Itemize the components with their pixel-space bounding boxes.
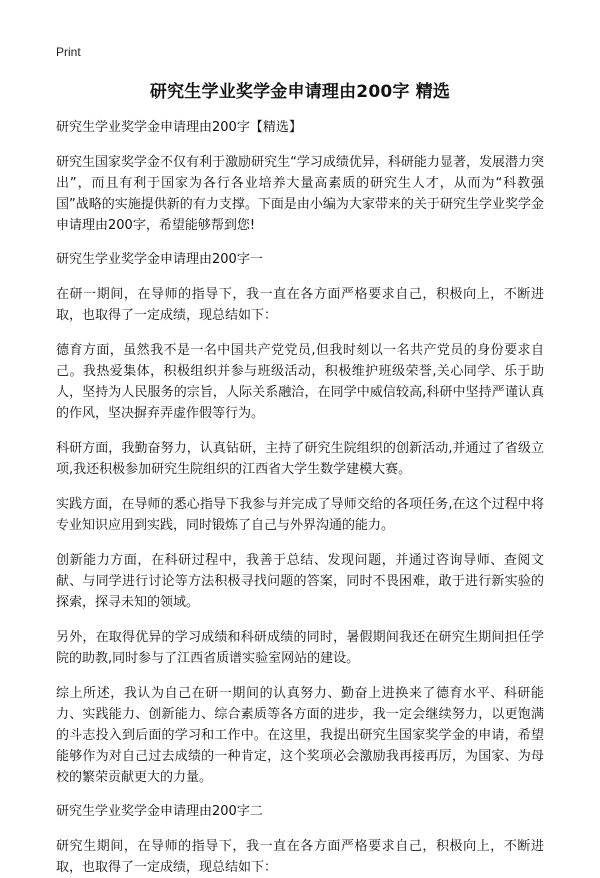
document-title: 研究生学业奖学金申请理由200字 精选 [149,82,451,102]
section-heading-2: 研究生学业奖学金申请理由200字二 [56,804,263,819]
paragraph: 德育方面，虽然我不是一名中国共产党党员,但我时刻以一名共产党员的身份要求自己。我热爱集体，积极组织并参与班级活动，积极维护班级荣誉,关心同学、乐于助人，坚持为人民服务的宗旨，人际关系融洽，在同学中威信较高,科研中坚持严谨认真的作风，坚决摒弃弄虚作假等行为。 [56,343,544,421]
document-subtitle: 研究生学业奖学金申请理由200字【精选】 [56,120,302,135]
paragraph: 综上所述，我认为自己在研一期间的认真努力、勤奋上进换来了德育水平、科研能力、实践能力、创新能力、综合素质等各方面的进步，我一定会继续努力，以更饱满的斗志投入到后面的学习和工作中。在这里，我提出研究生国家奖学金的申请，希望能够作为对自己过去成绩的一种肯定，这个奖项必会激励我再接再厉，为国家、为母校的繁荣贡献更大的力量。 [56,686,544,785]
paragraph: 创新能力方面，在科研过程中，我善于总结、发现问题，并通过咨询导师、查阅文献、与同学进行讨论等方法积极寻找问题的答案，同时不畏困难，敢于进行新实验的探索，探寻未知的领域。 [56,553,544,610]
paragraph: 另外，在取得优异的学习成绩和科研成绩的同时，暑假期间我还在研究生期间担任学院的助教,同时参与了江西省质谱实验室网站的建设。 [56,630,544,666]
paragraph: 研究生期间，在导师的指导下，我一直在各方面严格要求自己，积极向上，不断进取，也取得了一定成绩，现总结如下： [56,839,544,875]
section-heading-1: 研究生学业奖学金申请理由200字一 [56,252,263,267]
paragraph: 实践方面，在导师的悉心指导下我参与并完成了导师交给的各项任务,在这个过程中将专业知识应用到实践，同时锻炼了自己与外界沟通的能力。 [56,497,544,533]
intro-paragraph: 研究生国家奖学金不仅有利于激励研究生“学习成绩优异，科研能力显著，发展潜力突出”，而且有利于国家为各行各业培养大量高素质的研究生人才，从而为“科教强国”战略的实施提供新的有力支撑。下面是由小编为大家带来的关于研究生学业奖学金申请理由200字，希望能够帮到您! [56,155,544,233]
paragraph: 在研一期间，在导师的指导下，我一直在各方面严格要求自己，积极向上，不断进取，也取得了一定成绩，现总结如下： [56,287,544,323]
print-link[interactable]: Print [56,45,81,59]
paragraph: 科研方面，我勤奋努力，认真钻研，主持了研究生院组织的创新活动,并通过了省级立项,我还积极参加研究生院组织的江西省大学生数学建模大赛。 [56,441,544,477]
